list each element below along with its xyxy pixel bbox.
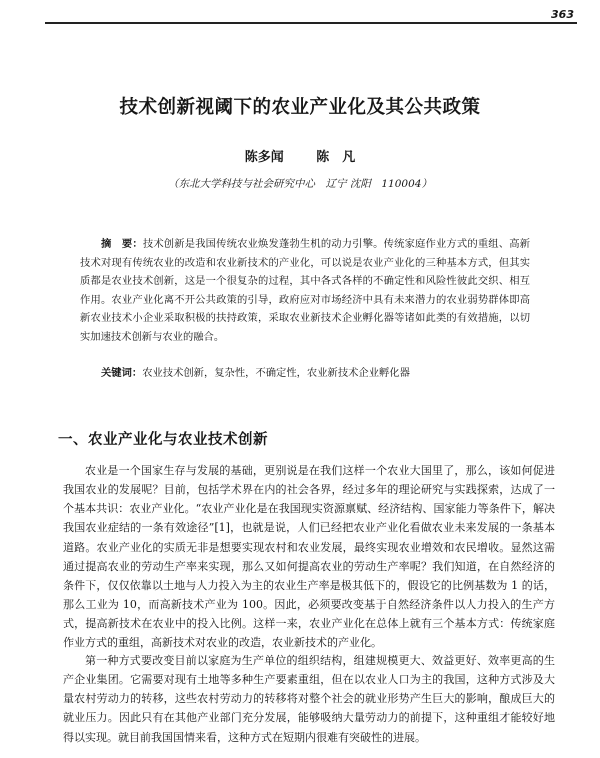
body-paragraph: 第一种方式要改变目前以家庭为生产单位的组织结构，组建规模更大、效益更好、效率更高的生产企业集团。它需要对现有土地等多种生产要素重组，但在以农业人口为主的我国，这种方式涉及大量农村劳动力的转移，这些农村劳动力的转移将对整个社会的就业形势产生巨大的影响，酿成巨大的就业压力。因此只有在其他产业部门充分发展，能够吸纳大量劳动力的前提下，这种重组才能较好地得以实现。就目前我国国情来看，这种方式在短期内很难有突破性的进展。 [63, 654, 555, 744]
body-paragraph: 农业是一个国家生存与发展的基础，更别说是在我们这样一个农业大国里了，那么，该如何促进我国农业的发展呢？目前，包括学术界在内的社会各界，经过多年的理论研究与实践探索，达成了一个基本共识：农业产业化。“农业产业化是在我国现实资源禀赋、经济结构、国家能力等条件下，解决我国农业症结的一条有效途径”[1]，也就是说，人们已经把农业产业化看做农业未来发展的一条基本道路。农业产业化的实质无非是想要实现农村和农业发展，最终实现农业增效和农民增收。显然这需通过提高农业的劳动生产率来实现，那么又如何提高农业的劳动生产率呢？我们知道，在自然经济的条件下，仅仅依靠以土地与人力投入为主的农业生产率是极其低下的，假设它的比例基数为 1 的话，那么工业为 10，而高新技术产业为 100。因此，必须要改变基于自然经济条件以人力投入的生产方式，提高新技术在农业中的投入比例。这样一来，农业产业化在总体上就有三个基本方式：传统家庭作业方式的重组，高新技术对农业的改造，农业新技术的产业化。 [63, 464, 555, 650]
abstract [80, 235, 530, 346]
header-rule [45, 22, 577, 24]
author-affiliation: （东北大学科技与社会研究中心 辽宁 沈阳 110004） [168, 178, 432, 190]
keywords-label: 关键词： [101, 367, 143, 379]
author-line [0, 146, 600, 165]
author-name: 陈多闻 [244, 150, 284, 165]
article-title: 技术创新视阈下的农业产业化及其公共政策 [119, 97, 481, 118]
abstract-label: 摘 要： [101, 238, 143, 250]
keywords [101, 364, 531, 382]
keywords-text: 农业技术创新，复杂性，不确定性，农业新技术企业孵化器 [142, 367, 410, 379]
page-number: 363 [551, 8, 574, 21]
author-name: 陈 凡 [316, 150, 356, 165]
abstract-text: 技术创新是我国传统农业焕发蓬勃生机的动力引擎。传统家庭作业方式的重组、高新技术对现有传统农业的改造和农业新技术的产业化，可以说是农业产业化的三种基本方式，但其实质都是农业技术创新，这是一个很复杂的过程，其中各式各样的不确定性和风险性彼此交织、相互作用。农业产业化离不开公共政策的引导，政府应对市场经济中具有未来潜力的农业弱势群体即高新农业技术小企业采取积极的扶持政策，采取农业新技术企业孵化器等诸如此类的有效措施，以切实加速技术创新与农业的融合。 [80, 238, 531, 343]
section-heading: 一、农业产业化与农业技术创新 [58, 432, 268, 448]
